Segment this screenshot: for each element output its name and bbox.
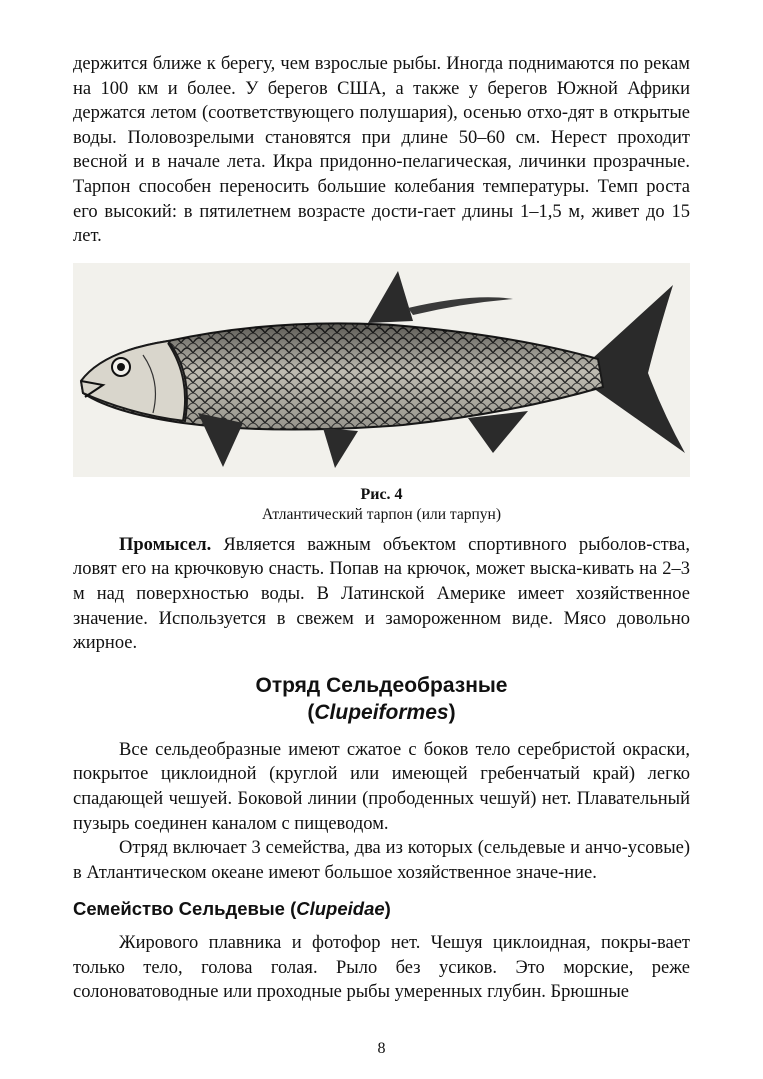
page-body	[73, 52, 690, 1005]
paragraph-family-description: Жирового плавника и фотофор нет. Чешуя циклоидная, покры-вает только тело, голова голая. Рыло без усиков. Это морские, реже солоноватоводные или проходные рыбы умеренных глубин. Брюшные	[73, 933, 690, 1003]
order-heading-latin: Clupeiformes	[314, 700, 449, 724]
paragraph-order-description: Все сельдеобразные имеют сжатое с боков тело серебристой окраски, покрытое циклоидной (круглой или имеющей гребенчатый край) легко спадающей чешуей. Боковой линии (прободенных чешуй) нет. Плавательный пузырь соединен каналом с пищеводом.	[73, 739, 690, 834]
tail-fin	[593, 285, 685, 453]
order-heading-title: Отряд Сельдеобразные	[255, 673, 508, 697]
figure-tarpon-illustration	[73, 263, 690, 477]
dorsal-fin	[368, 271, 413, 323]
pelvic-fin	[323, 428, 358, 468]
fishing-lead: Промысел.	[119, 534, 212, 555]
paragraph-tarpon-biology: держится ближе к берегу, чем взрослые рыбы. Иногда поднимаются по рекам на 100 км и более. У берегов США, а также у берегов Южной Африки держатся летом (соответствующего полушария), осенью отхо-дят в открытые воды. Половозрелыми становятся при длине 50–60 см. Нерест проходит весной и в начале лета. Икра придонно-пелагическая, личинки прозрачные. Тарпон способен переносить большие колебания температуры. Темп роста его высокий: в пятилетнем возрасте дости-гает длины 1–1,5 м, живет до 15 лет.	[73, 54, 690, 247]
family-heading-latin: Clupeidae	[296, 898, 385, 920]
fish-head	[81, 341, 187, 421]
paragraph-fishing	[73, 533, 690, 656]
order-heading: Отряд Сельдеобразные (Clupeiformes)	[255, 673, 508, 724]
anal-fin	[468, 411, 528, 453]
paragraph-order-families: Отряд включает 3 семейства, два из которых (сельдевые и анчо-усовые) в Атлантическом океане имеют большое хозяйственное значе-ние.	[73, 838, 690, 883]
figure-label: Рис. 4	[360, 485, 403, 503]
family-heading: Семейство Сельдевые (Clupeidae)	[73, 898, 391, 920]
page-number: 8	[377, 1040, 386, 1057]
figure-caption: Атлантический тарпон (или тарпун)	[262, 505, 501, 523]
fishing-text: Является важным объектом спортивного рыболов-ства, ловят его на крючковую снасть. Попав на крючок, может выска-кивать на 2–3 м над поверхностью воды. В Латинской Америке имеет хозяйственное значение. Используется в свежем и замороженном виде. Мясо довольно жирное.	[73, 534, 690, 654]
tarpon-fish-illustration	[73, 263, 690, 477]
